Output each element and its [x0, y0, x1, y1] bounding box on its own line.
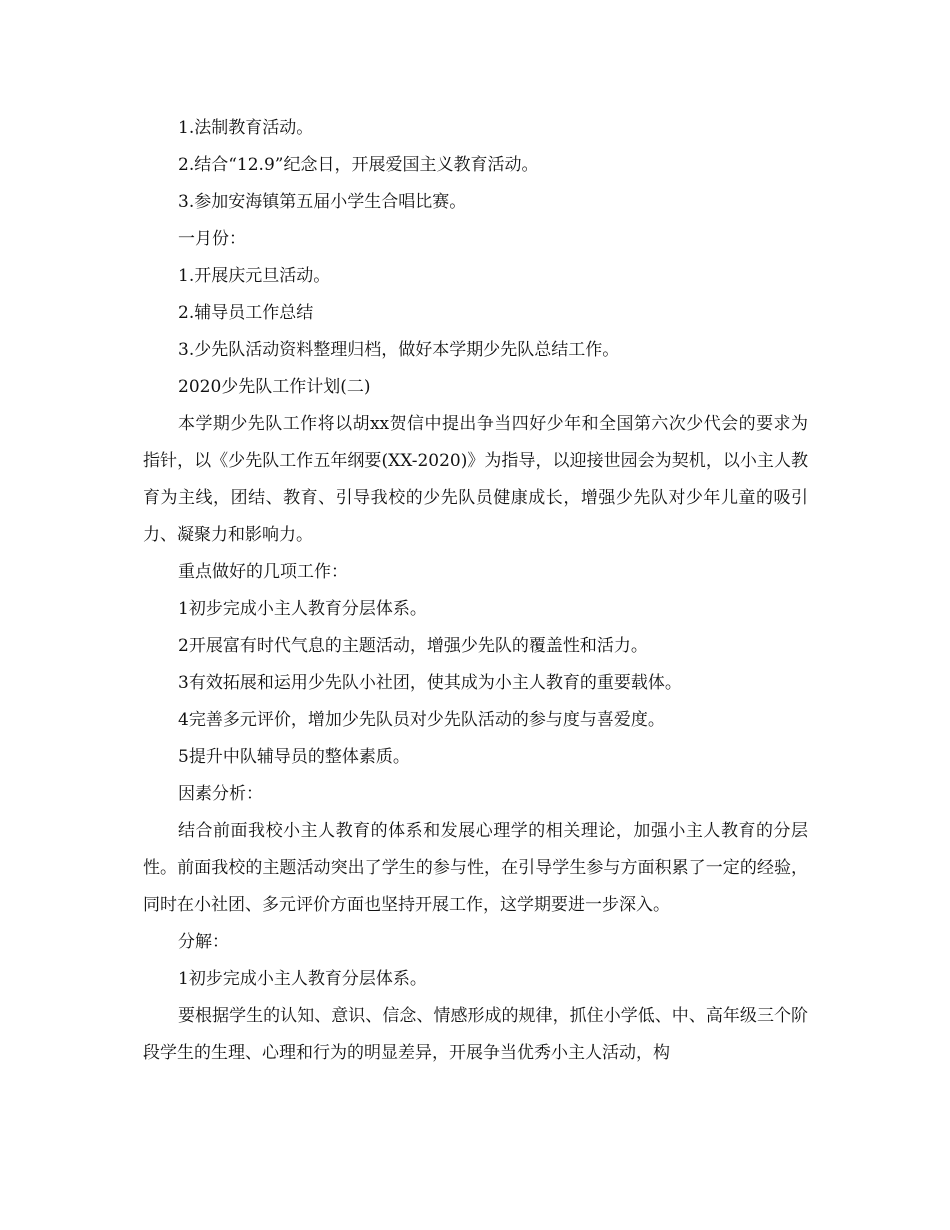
paragraph: 5提升中队辅导员的整体素质。 [178, 747, 410, 767]
paragraph: 2.辅导员工作总结 [178, 303, 314, 323]
document-body [143, 110, 808, 1072]
paragraph: 1.开展庆元旦活动。 [178, 266, 331, 286]
paragraph: 1.法制教育活动。 [178, 118, 314, 138]
paragraph: 重点做好的几项工作： [178, 562, 348, 582]
paragraph: 3有效拓展和运用少先队小社团，使其成为小主人教育的重要载体。 [178, 673, 682, 693]
paragraph: 3.参加安海镇第五届小学生合唱比赛。 [178, 192, 467, 212]
paragraph: 结合前面我校小主人教育的体系和发展心理学的相关理论，加强小主人教育的分层性。前面我校的主题活动突出了学生的参与性，在引导学生参与方面积累了一定的经验，同时在小社团、多元评价方面也坚持开展工作，这学期要进一步深入。 [143, 821, 808, 915]
paragraph: 一月份： [178, 229, 246, 249]
paragraph: 要根据学生的认知、意识、信念、情感形成的规律，抓住小学低、中、高年级三个阶段学生的生理、心理和行为的明显差异，开展争当优秀小主人活动，构 [143, 1006, 808, 1063]
paragraph: 分解： [178, 932, 229, 952]
paragraph: 因素分析： [178, 784, 263, 804]
paragraph: 1初步完成小主人教育分层体系。 [178, 599, 427, 619]
paragraph: 4完善多元评价，增加少先队员对少先队活动的参与度与喜爱度。 [178, 710, 665, 730]
paragraph: 本学期少先队工作将以胡xx贺信中提出争当四好少年和全国第六次少代会的要求为指针，以《少先队工作五年纲要(XX-2020)》为指导，以迎接世园会为契机，以小主人教育为主线，团结、教育、引导我校的少先队员健康成长，增强少先队对少年儿童的吸引力、凝聚力和影响力。 [143, 414, 808, 545]
paragraph: 2开展富有时代气息的主题活动，增强少先队的覆盖性和活力。 [178, 636, 648, 656]
paragraph: 3.少先队活动资料整理归档，做好本学期少先队总结工作。 [178, 340, 620, 360]
section-heading: 2020少先队工作计划(二) [178, 377, 371, 397]
paragraph: 2.结合“12.9”纪念日，开展爱国主义教育活动。 [178, 155, 539, 175]
paragraph: 1初步完成小主人教育分层体系。 [178, 969, 427, 989]
